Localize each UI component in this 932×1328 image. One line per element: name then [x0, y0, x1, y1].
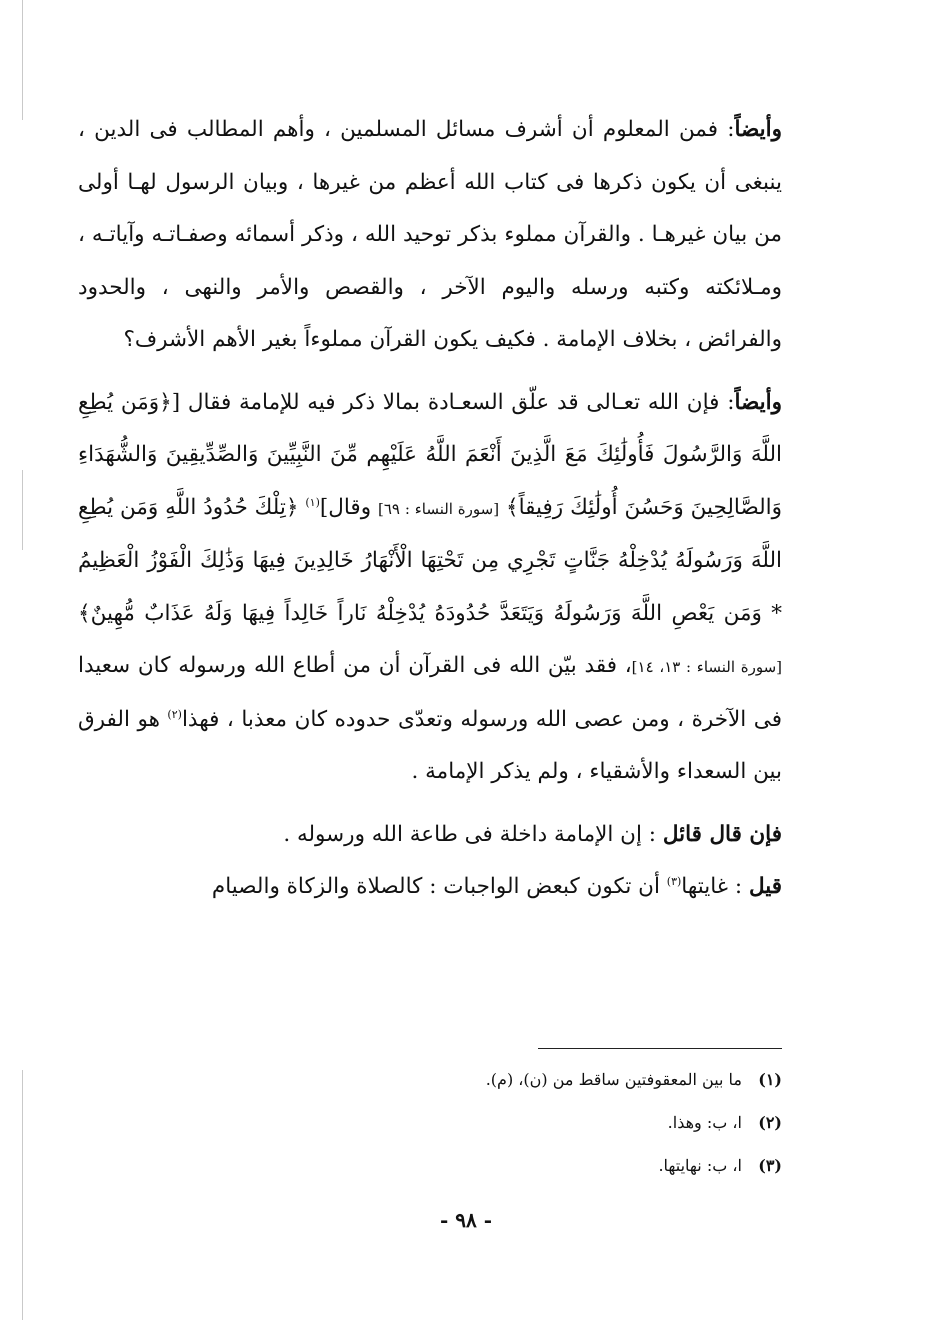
paragraph-intro: : فإن الله تعـالى قد علّق السعـادة بمالا ذكر فيه للإمامة فقال [ — [171, 389, 735, 415]
footnote-item — [78, 1058, 782, 1101]
footnote-text: ا، ب: نهايتها. — [658, 1156, 742, 1175]
paragraph-text: ، فقد بيّن الله فى القرآن أن من أطاع الله ورسوله كان سعيدا فى الآخرة ، ومن عصى الله ورسوله وتعدّى حدوده كان معذبا ، فهذا — [78, 653, 782, 732]
footnote-separator — [538, 1048, 782, 1049]
paragraph-lead: قيل — [748, 874, 782, 899]
paragraph-lead: وأيضاً — [734, 117, 782, 142]
paragraph-lead: فإن قال قائل — [662, 821, 782, 847]
paragraph-text: وقال] — [319, 494, 378, 520]
footnote-text: ما بين المعقوفتين ساقط من (ن)، (م). — [485, 1070, 742, 1089]
page-edge-line — [22, 470, 23, 550]
footnotes — [78, 1058, 782, 1187]
body-text — [78, 104, 782, 914]
quran-verse: ﴿تِلْكَ حُدُودُ اللَّهِ وَمَن يُطِعِ اللَّهَ وَرَسُولَهُ يُدْخِلْهُ جَنَّاتٍ تَجْرِي مِن تَحْتِهَا الْأَنْهَارُ خَالِدِينَ فِيهَا وَذَٰلِكَ الْفَوْزُ الْعَظِيمُ * وَمَن يَعْصِ اللَّهَ وَرَسُولَهُ وَيَتَعَدَّ حُدُودَهُ يُدْخِلْهُ نَاراً خَالِداً فِيهَا وَلَهُ عَذَابٌ مُّهِينٌ﴾ — [78, 494, 782, 626]
footnote-item — [78, 1144, 782, 1187]
footnote-text: ا، ب: وهذا. — [667, 1113, 742, 1132]
verse-reference: [سورة النساء : ١٣، ١٤] — [631, 658, 783, 676]
paragraph-text: هو الفرق بين السعداء والأشقياء ، ولم يذكر الإمامة . — [78, 706, 782, 784]
footnote-item — [78, 1101, 782, 1144]
footnote-marker: (٣) — [666, 874, 682, 888]
footnote-number: (٢) — [758, 1113, 782, 1132]
page-edge-line — [22, 1070, 23, 1320]
paragraph-lead: وأيضاً — [734, 389, 782, 415]
paragraph-3 — [78, 809, 782, 862]
footnote-number: (٣) — [758, 1156, 782, 1175]
footnote-marker: (١) — [305, 495, 320, 509]
paragraph-1 — [78, 104, 782, 367]
quran-verse: ﴿وَمَن يُطِعِ اللَّهَ وَالرَّسُولَ فَأُولَٰئِكَ مَعَ الَّذِينَ أَنْعَمَ اللَّهُ عَلَيْهِم مِّنَ النَّبِيِّينَ وَالصِّدِّيقِينَ وَالشُّهَدَاءِ وَالصَّالِحِينَ وَحَسُنَ أُولَٰئِكَ رَفِيقاً﴾ — [78, 389, 782, 520]
page-edge-line — [22, 0, 23, 120]
verse-reference: [سورة النساء : ٦٩] — [378, 499, 500, 518]
paragraph-text: أن تكون كبعض الواجبات : كالصلاة والزكاة والصيام — [211, 874, 667, 899]
paragraph-4 — [78, 861, 782, 914]
paragraph-text: : فمن المعلوم أن أشرف مسائل المسلمين ، وأهم المطالب فى الدين ، ينبغى أن يكون ذكرها فى كتاب الله أعظم من غيرها ، وبيان الرسول لهـا أولى من بيان غيرهـا . والقرآن مملوء بذكر توحيد الله ، وذكر أسمائه وصفـاتـه وآياتـه ، ومـلائكته وكتبه ورسله واليوم الآخر ، والقصص والأمر والنهى ، والحدود والفرائض ، بخلاف الإمامة . فكيف يكون القرآن مملوءاً بغير الأهم الأشرف؟ — [78, 117, 782, 352]
paragraph-text: : غايتها — [681, 874, 743, 899]
paragraph-2 — [78, 377, 782, 799]
footnote-marker: (٢) — [167, 707, 182, 721]
page-number: - ٩٨ - — [439, 1208, 492, 1232]
footnote-number: (١) — [758, 1070, 782, 1089]
paragraph-text: : إن الإمامة داخلة فى طاعة الله ورسوله . — [283, 821, 657, 847]
